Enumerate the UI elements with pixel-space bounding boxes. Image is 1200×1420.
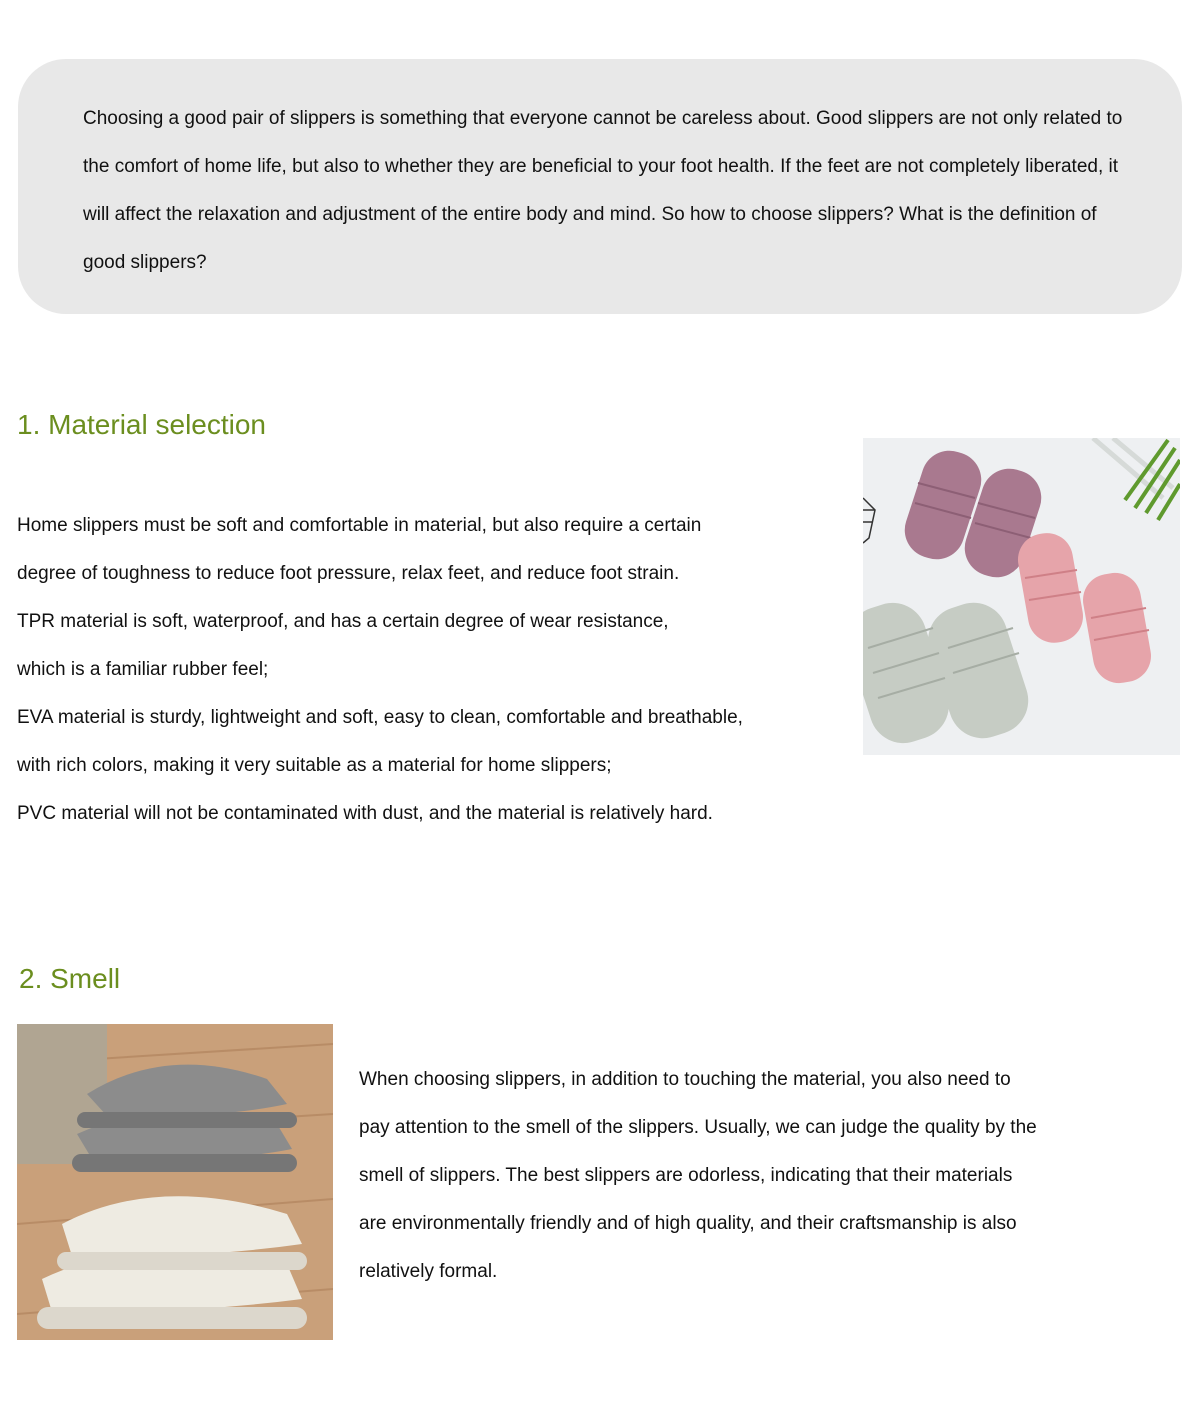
slippers-photo-pastel bbox=[863, 438, 1180, 755]
text-line: are environmentally friendly and of high quality, and their craftsmanship is also bbox=[359, 1213, 1017, 1234]
text-line: When choosing slippers, in addition to touching the material, you also need to bbox=[359, 1069, 1011, 1090]
text-line: Home slippers must be soft and comfortable in material, but also require a certain bbox=[17, 515, 702, 536]
text-line: TPR material is soft, waterproof, and has a certain degree of wear resistance, bbox=[17, 611, 669, 632]
text-line: which is a familiar rubber feel; bbox=[17, 659, 269, 680]
text-line: pay attention to the smell of the slippers. Usually, we can judge the quality by the bbox=[359, 1117, 1037, 1138]
section-heading-smell: 2. Smell bbox=[19, 963, 121, 994]
material-paragraph bbox=[17, 502, 743, 838]
smell-paragraph bbox=[359, 1056, 1037, 1296]
text-line: PVC material will not be contaminated with dust, and the material is relatively hard. bbox=[17, 803, 713, 824]
section-heading-material: 1. Material selection bbox=[17, 409, 267, 440]
text-line: relatively formal. bbox=[359, 1261, 498, 1282]
text-line: with rich colors, making it very suitable as a material for home slippers; bbox=[17, 755, 612, 776]
slippers-photo-grey-white bbox=[17, 1024, 333, 1340]
text-line: EVA material is sturdy, lightweight and soft, easy to clean, comfortable and breathable, bbox=[17, 707, 743, 728]
text-line: degree of toughness to reduce foot pressure, relax feet, and reduce foot strain. bbox=[17, 563, 680, 584]
intro-box bbox=[18, 59, 1182, 314]
text-line: smell of slippers. The best slippers are odorless, indicating that their materials bbox=[359, 1165, 1013, 1186]
intro-text: Choosing a good pair of slippers is something that everyone cannot be careless about. Good slippers are not only related to the comfort of home life, but also to whether they are beneficial to your foot health. If the feet are not completely liberated, it will affect the relaxation and adjustment of the entire body and mind. So how to choose slippers? What is the definition of good slippers? bbox=[83, 108, 1123, 273]
